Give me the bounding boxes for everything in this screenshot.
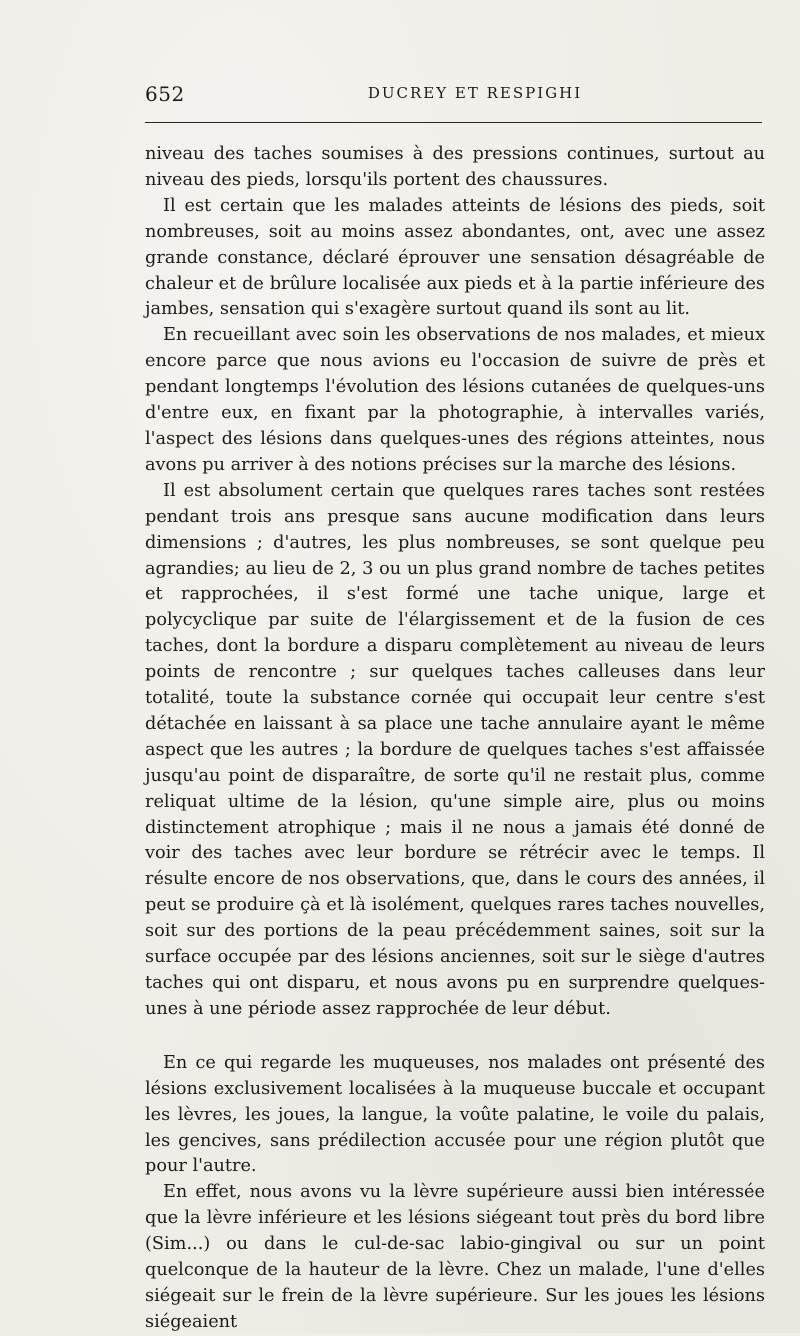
paragraph: Il est certain que les malades atteints de lésions des pieds, soit nombreuses, soit au moins assez abondantes, ont, avec une assez grande constance, déclaré éprouver une sensation désagréable de chaleur et de brûlure localisée aux pieds et à la partie inférieure des jambes, sensation qui s'exagère surtout quand ils sont au lit. [145,195,765,320]
paragraph: Il est absolument certain que quelques rares taches sont restées pendant trois ans presque sans aucune modification dans leurs dimensions ; d'autres, les plus nombreuses, se sont quelque peu agrandies; au lieu de 2, 3 ou un plus grand nombre de taches petites et rapprochées, il s'est formé une tache unique, large et polycyclique par suite de l'élargissement et de la fusion de ces taches, dont la bordure a disparu complètement au niveau de leurs points de rencontre ; sur quelques taches calleuses dans leur totalité, toute la substance cornée qui occupait leur centre s'est détachée en laissant à sa place une tache annulaire ayant le même aspect que les autres ; la bordure de quelques taches s'est affaissée jusqu'au point de disparaître, de sorte qu'il ne restait plus, comme reliquat ultime de la lésion, qu'une simple aire, plus ou moins distinctement atrophique ; mais il ne nous a jamais été donné de voir des taches avec leur bordure se rétrécir avec le temps. Il résulte encore de nos observations, que, dans le cours des années, il peut se produire çà et là isolément, quelques rares taches nouvelles, soit sur des portions de la peau précédemment saines, soit sur la surface occupée par des lésions anciennes, soit sur le siège d'autres taches qui ont disparu, et nous avons pu en surprendre quelques-unes à une période assez rapprochée de leur début. [145,480,765,1019]
paragraph: En recueillant avec soin les observations de nos malades, et mieux encore parce que nous avions eu l'occasion de suivre de près et pendant longtemps l'évolution des lésions cutanées de quelques-uns d'entre eux, en fixant par la photographie, à intervalles variés, l'aspect des lésions dans quelques-unes des régions atteintes, nous avons pu arriver à des notions précises sur la marche des lésions. [145,325,765,475]
paragraph: En effet, nous avons vu la lèvre supérieure aussi bien intéressée que la lèvre inférieure et les lésions siégeant tout près du bord libre (Sim...) ou dans le cul-de-sac labio-gingival ou sur un point quelconque de la hauteur de la lèvre. Chez un malade, l'une d'elles siégeait sur le frein de la lèvre supérieure. Sur les joues les lésions siégeaient [145,1182,765,1332]
paragraph-mucous-membranes: En ce qui regarde les muqueuses, nos malades ont présenté des lésions exclusivement localisées à la muqueuse buccale et occupant les lèvres, les joues, la langue, la voûte palatine, le voile du palais, les gencives, sans prédilection accusée pour une région plutôt que pour l'autre. [145,1052,765,1177]
page-number: 652 [145,82,185,106]
body-text [145,142,765,1336]
header-rule [145,122,762,123]
page-header [145,82,765,106]
paragraph-continued: niveau des taches soumises à des pressions continues, surtout au niveau des pieds, lorsqu'ils portent des chaussures. [145,144,765,190]
running-head: DUCREY ET RESPIGHI [367,84,583,102]
